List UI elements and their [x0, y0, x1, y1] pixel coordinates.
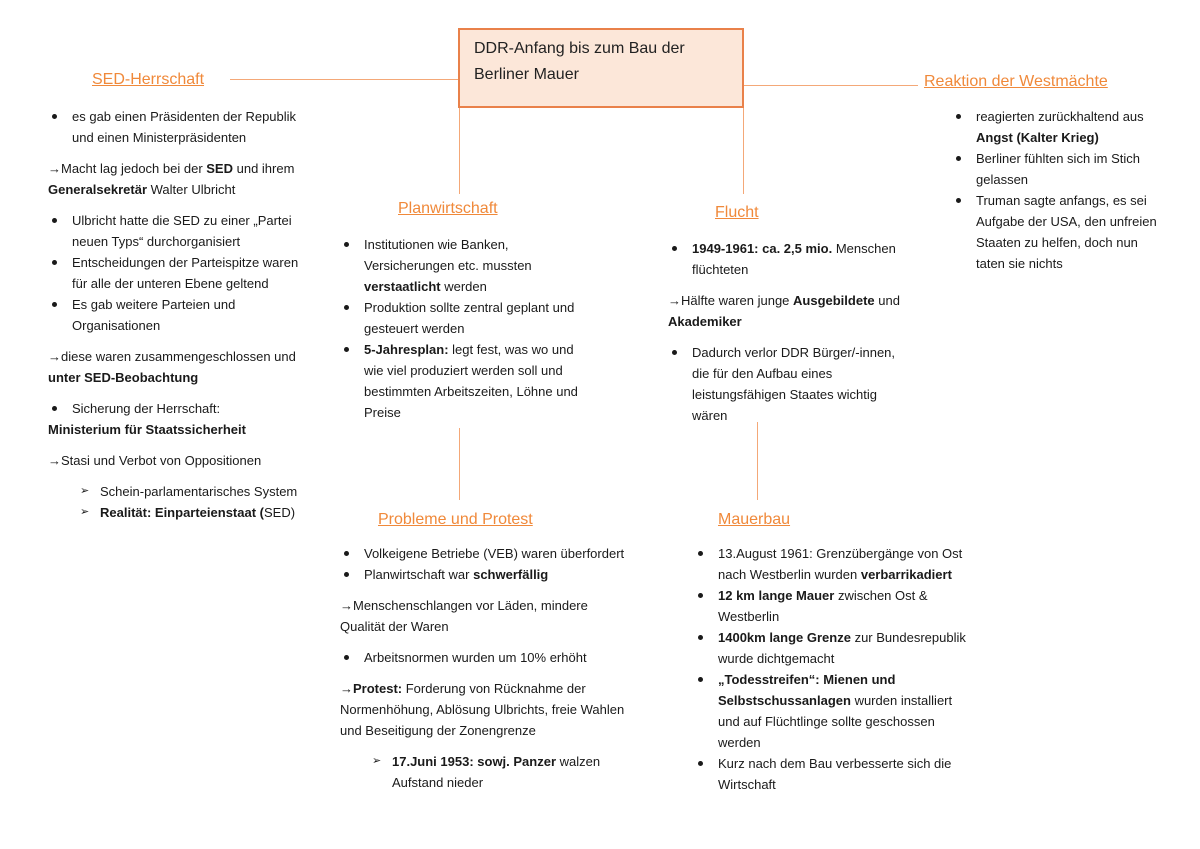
connector-west	[744, 85, 918, 86]
plan-heading: Planwirtschaft	[398, 200, 498, 217]
list-item: Volkeigene Betriebe (VEB) waren überfordert	[340, 543, 628, 564]
mauer-section	[694, 543, 976, 795]
list-item: 13.August 1961: Grenzübergänge von Ost nach Westberlin wurden verbarrikadiert	[694, 543, 976, 585]
list-item: Produktion sollte zentral geplant und gesteuert werden	[340, 297, 592, 339]
list-item: ➢ 17.Juni 1953: sowj. Panzer walzen Aufstand nieder	[368, 751, 628, 793]
note-text: →Menschenschlangen vor Läden, mindere Qualität der Waren	[340, 598, 588, 634]
list-item: Truman sagte anfangs, es sei Aufgabe der USA, den unfreien Staaten zu helfen, doch nun taten sie nichts	[952, 190, 1162, 274]
connector-prob	[459, 428, 460, 500]
list-item: Sicherung der Herrschaft:	[48, 398, 310, 419]
list-item: Kurz nach dem Bau verbesserte sich die Wirtschaft	[694, 753, 976, 795]
list-item: 1949-1961: ca. 2,5 mio. Menschen flüchteten	[668, 238, 912, 280]
list-item: reagierten zurückhaltend aus Angst (Kalter Krieg)	[952, 106, 1162, 148]
note-text: →Hälfte waren junge Ausgebildete und Akademiker	[668, 293, 900, 329]
west-heading: Reaktion der Westmächte	[924, 73, 1108, 90]
list-item: Entscheidungen der Parteispitze waren für alle der unteren Ebene geltend	[48, 252, 310, 294]
west-section	[952, 106, 1162, 274]
page-title: DDR-Anfang bis zum Bau der Berliner Mauer	[474, 40, 685, 83]
flucht-section	[668, 238, 912, 426]
connector-sed	[230, 79, 458, 80]
list-item: es gab einen Präsidenten der Republik und einen Ministerpräsidenten	[48, 106, 310, 148]
prob-section	[340, 543, 628, 793]
note-text: →Protest: Forderung von Rücknahme der Normenhöhung, Ablösung Ulbrichts, freie Wahlen und Beseitigung der Zonengrenze	[340, 681, 625, 738]
flucht-heading: Flucht	[715, 204, 759, 221]
mauer-heading: Mauerbau	[718, 511, 791, 528]
list-item: Berliner fühlten sich im Stich gelassen	[952, 148, 1162, 190]
list-item: 12 km lange Mauer zwischen Ost & Westberlin	[694, 585, 976, 627]
note-text: →Stasi und Verbot von Oppositionen	[48, 453, 262, 468]
list-item: Institutionen wie Banken, Versicherungen etc. mussten verstaatlicht werden	[340, 234, 592, 297]
note-text: →diese waren zusammengeschlossen und unter SED-Beobachtung	[48, 349, 296, 385]
connector-plan	[459, 108, 460, 194]
prob-heading: Probleme und Protest	[378, 511, 533, 528]
list-item: Es gab weitere Parteien und Organisationen	[48, 294, 310, 336]
list-item: „Todesstreifen“: Mienen und Selbstschussanlagen wurden installiert und auf Flüchtlinge sollte geschossen werden	[694, 669, 976, 753]
note-text: →Macht lag jedoch bei der SED und ihrem Generalsekretär Walter Ulbricht	[48, 161, 295, 197]
list-item: ➢ Schein-parlamentarisches System	[76, 481, 310, 502]
list-item: ➢ Realität: Einparteienstaat (SED)	[76, 502, 310, 523]
list-item: 5-Jahresplan: legt fest, was wo und wie viel produziert werden soll und bestimmten Arbeitszeiten, Löhne und Preise	[340, 339, 592, 423]
sed-heading: SED-Herrschaft	[92, 71, 205, 88]
list-item: Planwirtschaft war schwerfällig	[340, 564, 628, 585]
connector-mauer	[757, 422, 758, 500]
title-box	[458, 28, 744, 108]
sed-section	[48, 106, 310, 523]
note-text: Ministerium für Staatssicherheit	[48, 422, 246, 437]
list-item: Ulbricht hatte die SED zu einer „Partei neuen Typs“ durchorganisiert	[48, 210, 310, 252]
list-item: Dadurch verlor DDR Bürger/-innen, die für den Aufbau eines leistungsfähigen Staates wichtig wären	[668, 342, 912, 426]
plan-section	[340, 234, 592, 423]
list-item: Arbeitsnormen wurden um 10% erhöht	[340, 647, 628, 668]
connector-flucht	[743, 108, 744, 194]
list-item: 1400km lange Grenze zur Bundesrepublik wurde dichtgemacht	[694, 627, 976, 669]
